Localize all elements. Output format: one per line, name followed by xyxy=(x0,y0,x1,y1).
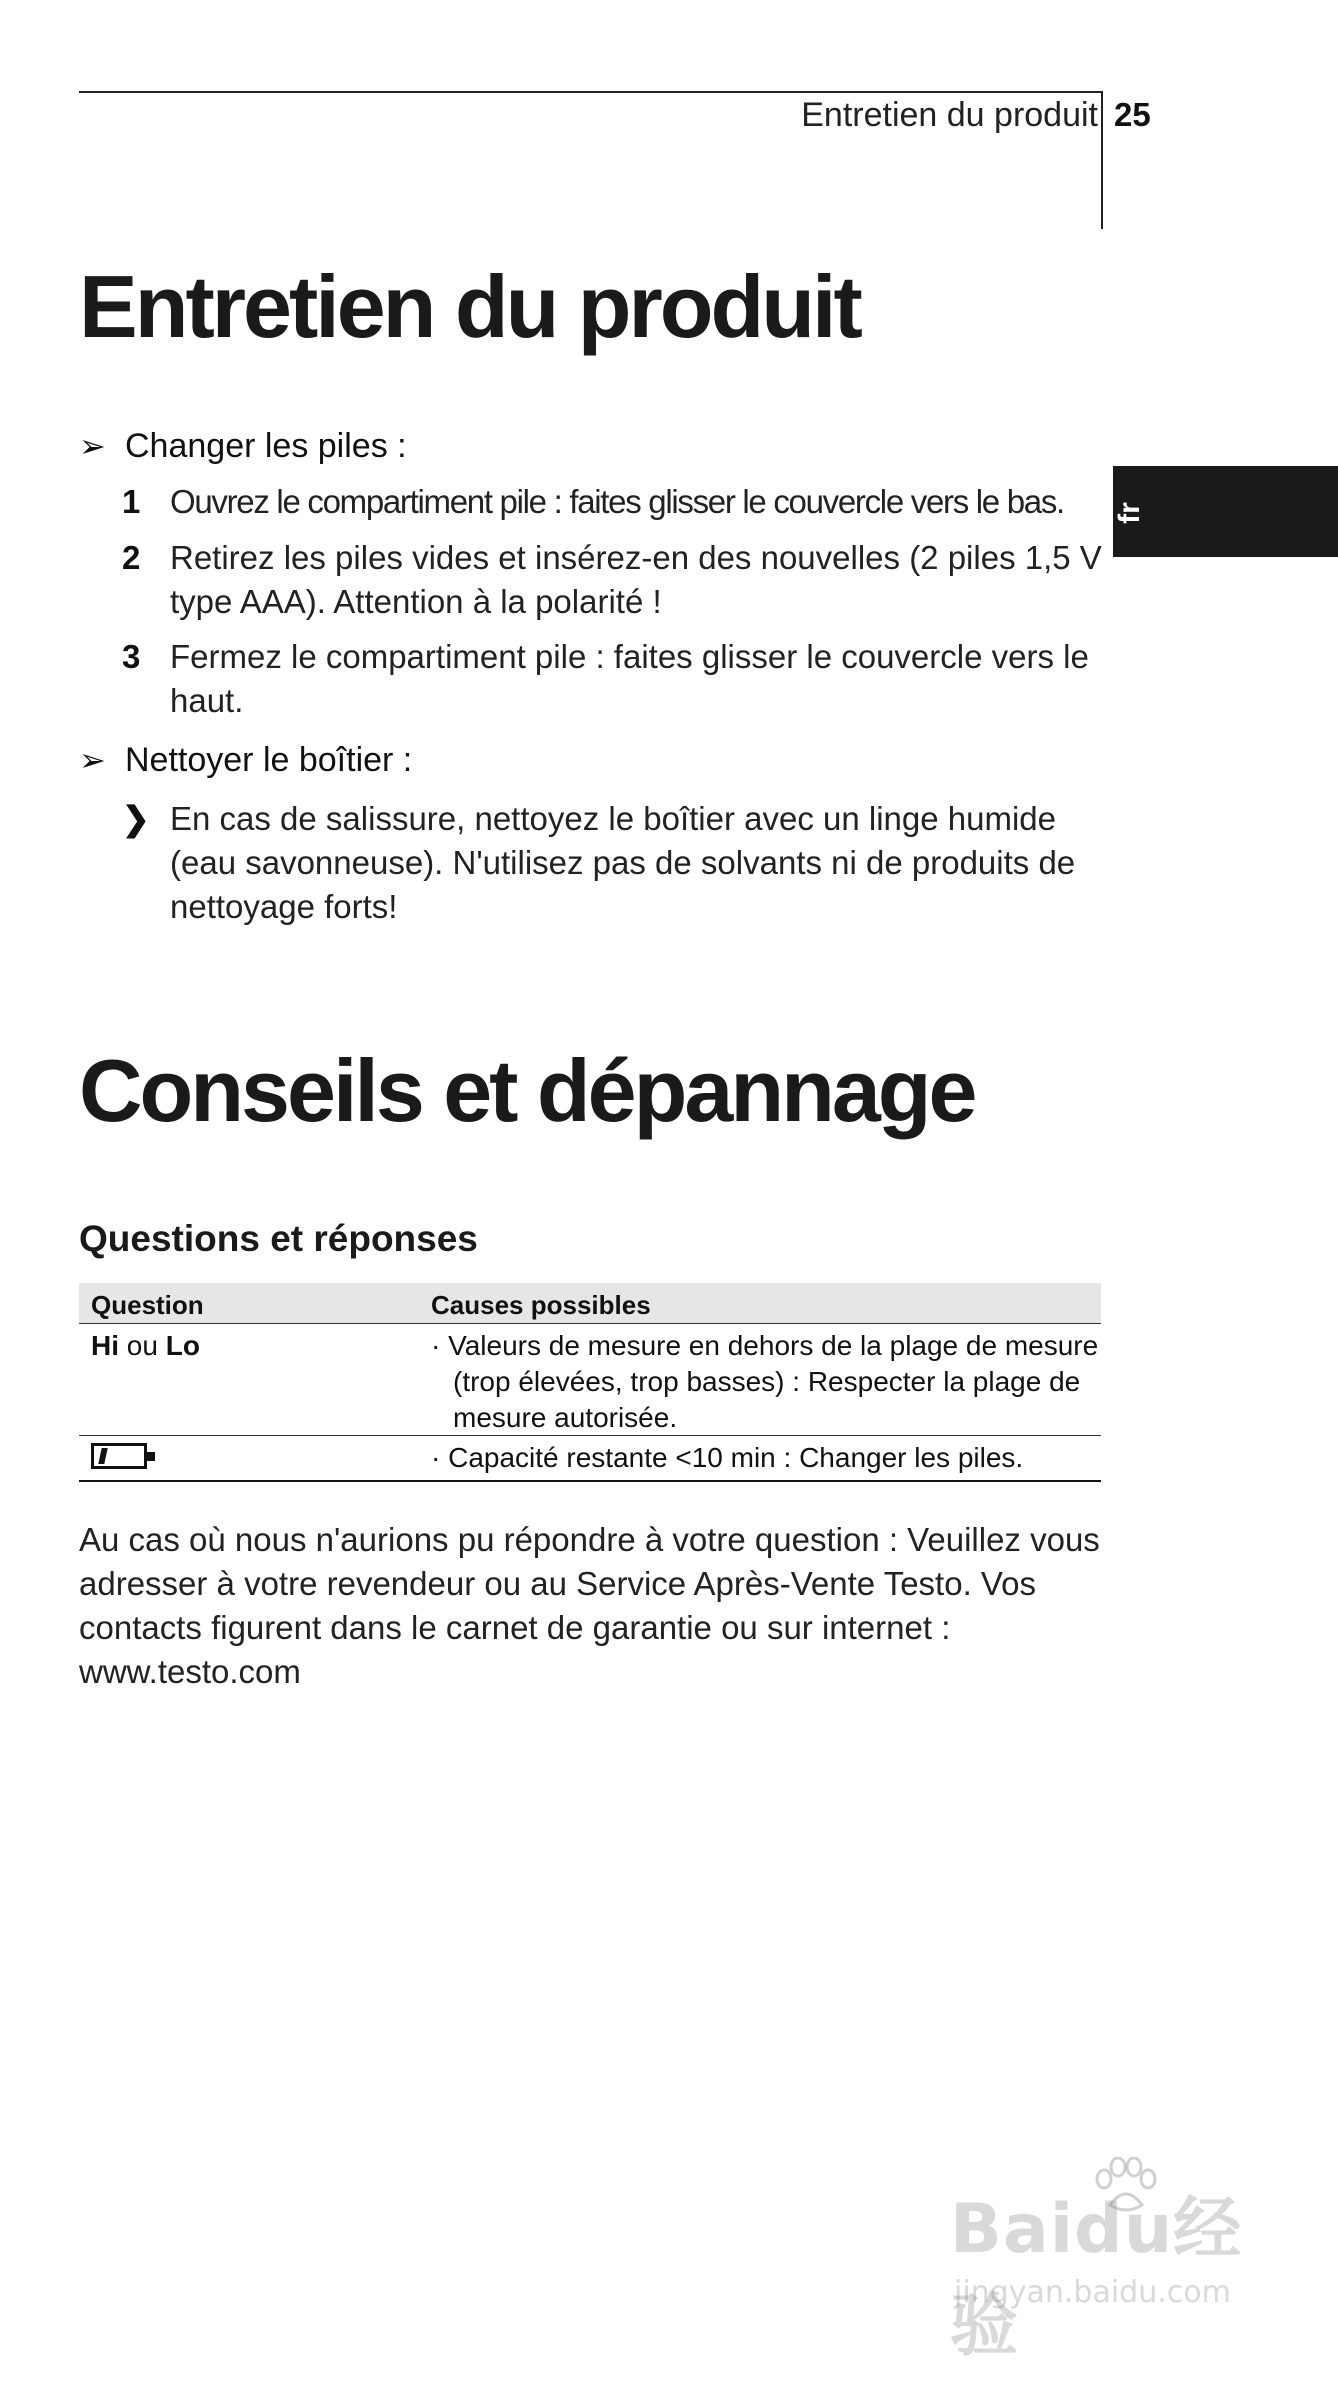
watermark-url: jingyan.baidu.com xyxy=(954,2275,1231,2310)
header-vertical-rule xyxy=(1101,91,1103,229)
question-hi: Hi xyxy=(91,1330,119,1361)
step-number: 1 xyxy=(122,483,141,520)
step-text: Ouvrez le compartiment pile : faites glisser le couvercle vers le bas. xyxy=(170,483,1064,520)
step-text: Fermez le compartiment pile : faites glisser le couvercle vers le haut. xyxy=(170,638,1089,719)
arrow-right-icon: ➢ xyxy=(79,428,106,464)
step-number: 3 xyxy=(122,638,141,675)
step-text: En cas de salissure, nettoyez le boîtier avec un linge humide (eau savonneuse). N'utilisez pas de solvants ni de produits de nettoyage forts! xyxy=(170,800,1076,925)
change-batteries-heading xyxy=(79,427,407,466)
section-title-maintenance: Entretien du produit xyxy=(79,257,860,356)
column-header-question: Question xyxy=(91,1290,204,1320)
question-cell xyxy=(91,1328,200,1364)
column-header-causes: Causes possibles xyxy=(431,1290,651,1320)
section-title-troubleshooting: Conseils et dépannage xyxy=(79,1041,975,1140)
contact-paragraph: Au cas où nous n'aurions pu répondre à votre question : Veuillez vous adresser à votre revendeur ou au Service Après-Vente Testo. Vos contacts figurent dans le carnet de garantie ou sur internet : www.testo.com xyxy=(79,1521,1100,1690)
question-lo: Lo xyxy=(165,1330,200,1361)
arrow-right-icon: ➢ xyxy=(79,742,106,778)
clean-housing-heading xyxy=(79,741,412,780)
step-text: Retirez les piles vides et insérez-en des nouvelles (2 piles 1,5 V type AAA). Attention à la polarité ! xyxy=(170,539,1102,620)
faq-table xyxy=(79,1283,1101,1482)
cause-cell: · Capacité restante <10 min : Changer les piles. xyxy=(431,1442,1024,1473)
running-header-title: Entretien du produit xyxy=(801,96,1098,134)
watermark-brand: Baidu经验 xyxy=(950,2190,1243,2366)
question-or: ou xyxy=(126,1330,158,1361)
header-rule xyxy=(79,91,1103,93)
table-row xyxy=(79,1324,1101,1436)
change-batteries-heading-text: Changer les piles : xyxy=(125,427,407,465)
clean-housing-heading-text: Nettoyer le boîtier : xyxy=(125,741,413,779)
chevron-bullet-icon: ❯ xyxy=(122,800,150,837)
baidu-watermark xyxy=(950,2175,1290,2366)
language-tab-label: fr xyxy=(1112,502,1146,524)
page-number: 25 xyxy=(1114,96,1151,133)
step-number: 2 xyxy=(122,539,141,576)
faq-subheading: Questions et réponses xyxy=(79,1218,478,1259)
table-row xyxy=(79,1436,1101,1482)
table-header-row xyxy=(79,1283,1101,1324)
cause-cell: · Valeurs de mesure en dehors de la plage de mesure (trop élevées, trop basses) : Respecter la plage de mesure autorisée. xyxy=(431,1330,1099,1433)
battery-low-icon xyxy=(91,1443,147,1469)
